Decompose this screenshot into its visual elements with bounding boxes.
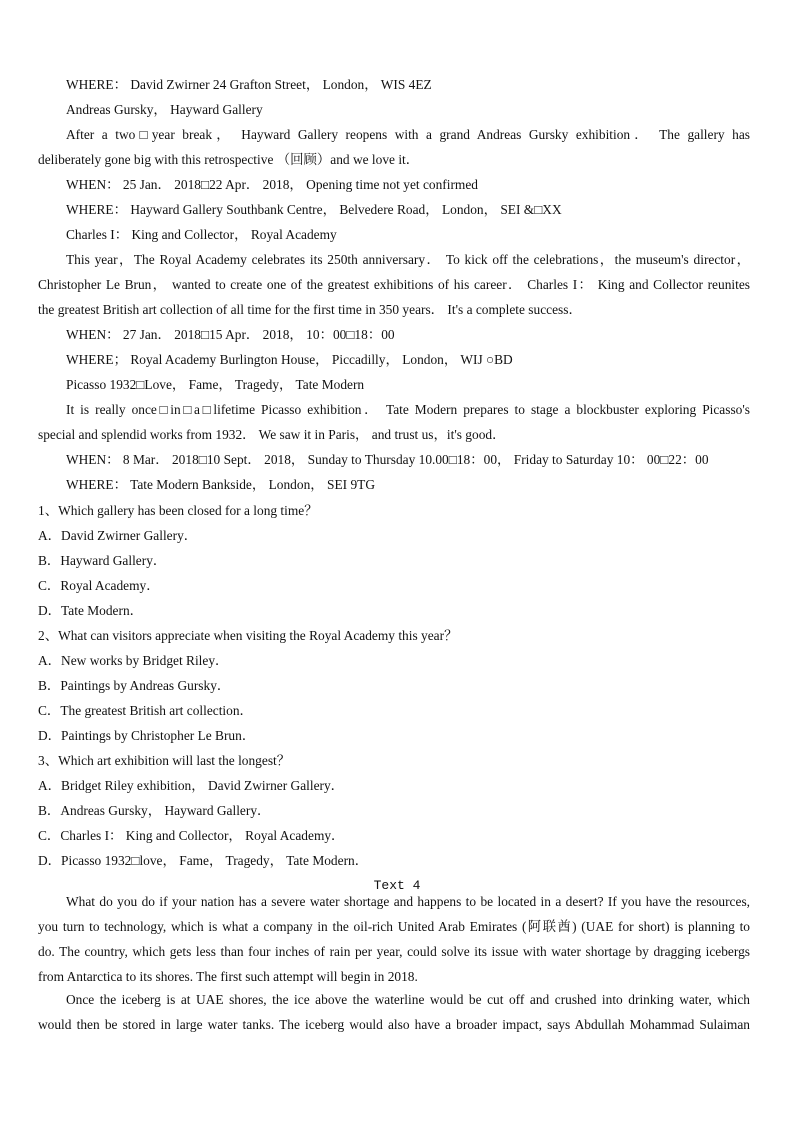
text-line: Christopher Le Brun， wanted to create one of the greatest exhibitions of his career． Charles I： King and Collector reunites (38, 277, 750, 292)
text-line: Charles I： King and Collector， Royal Academy (66, 227, 337, 242)
text-line: Once the iceberg is at UAE shores, the ice above the waterline would be cut off and crushed into drinking water, which (66, 992, 750, 1007)
text-line: would then be stored in large water tanks. The iceberg would also have a broader impact, says Abdullah Mohammad Sulaiman (38, 1017, 750, 1032)
text-line: A．David Zwirner Gallery． (38, 528, 198, 543)
text-line: WHERE： David Zwirner 24 Grafton Street， London， WIS 4EZ (66, 77, 432, 92)
text-line: WHERE； Royal Academy Burlington House， Piccadilly， London， WIJ ○BD (66, 352, 513, 367)
text-line: 3、Which art exhibition will last the longest？ (38, 753, 291, 768)
text-line: you turn to technology, which is what a company in the oil-rich United Arab Emirates (阿联酋) (UAE for short) is planning to (38, 919, 750, 934)
text-line: WHEN： 8 Mar． 2018□10 Sept． 2018， Sunday to Thursday 10.00□18：00， Friday to Saturday 10： 00□22：00 (66, 452, 709, 467)
text-line: from Antarctica to its shores. The first such attempt will begin in 2018. (38, 969, 418, 984)
text-line: WHERE： Tate Modern Bankside， London， SEI 9TG (66, 477, 375, 492)
text-line: What do you do if your nation has a severe water shortage and happens to be located in a desert? If you have the resources, (66, 894, 750, 909)
text-line: A．Bridget Riley exhibition， David Zwirner Gallery． (38, 778, 345, 793)
text-line: B．Paintings by Andreas Gursky． (38, 678, 231, 693)
text-line: C．Royal Academy． (38, 578, 160, 593)
text-line: C．The greatest British art collection． (38, 703, 253, 718)
text-line: D．Picasso 1932□love， Fame， Tragedy， Tate Modern． (38, 853, 369, 868)
text-line: 2、What can visitors appreciate when visiting the Royal Academy this year？ (38, 628, 458, 643)
text-line: D．Tate Modern． (38, 603, 144, 618)
text-line: A．New works by Bridget Riley． (38, 653, 229, 668)
text-line: Picasso 1932□Love， Fame， Tragedy， Tate Modern (66, 377, 365, 392)
text-line: deliberately gone big with this retrospective （回顾）and we love it． (38, 152, 420, 167)
text-line: WHERE： Hayward Gallery Southbank Centre， Belvedere Road， London， SEI &□XX (66, 202, 562, 217)
text-line: special and splendid works from 1932． We saw it in Paris， and trust us，it's good． (38, 427, 506, 442)
text-line: This year，The Royal Academy celebrates its 250th anniversary． To kick off the celebrations，the museum's director， (66, 252, 750, 267)
text-line: do. The country, which gets less than four inches of rain per year, could solve its issue with water shortage by dragging icebergs (38, 944, 750, 959)
text-line: Andreas Gursky， Hayward Gallery (66, 102, 263, 117)
text-line: B．Andreas Gursky， Hayward Gallery． (38, 803, 271, 818)
text-line: the greatest British art collection of all time for the first time in 350 years． It's a complete success． (38, 302, 582, 317)
text-line: B．Hayward Gallery． (38, 553, 167, 568)
text-line: 1、Which gallery has been closed for a long time？ (38, 503, 318, 518)
text-line: C．Charles I： King and Collector， Royal Academy． (38, 828, 345, 843)
text-line: WHEN： 25 Jan． 2018□22 Apr． 2018， Opening time not yet confirmed (66, 177, 478, 192)
text-line: After a two□year break， Hayward Gallery reopens with a grand Andreas Gursky exhibition． The gallery has (66, 127, 750, 142)
text-line: It is really once□in□a□lifetime Picasso exhibition． Tate Modern prepares to stage a blockbuster exploring Picasso's (66, 402, 750, 417)
text-line: D．Paintings by Christopher Le Brun． (38, 728, 256, 743)
section-title: Text 4 (373, 878, 421, 893)
text-line: WHEN： 27 Jan． 2018□15 Apr． 2018， 10：00□18：00 (66, 327, 395, 342)
